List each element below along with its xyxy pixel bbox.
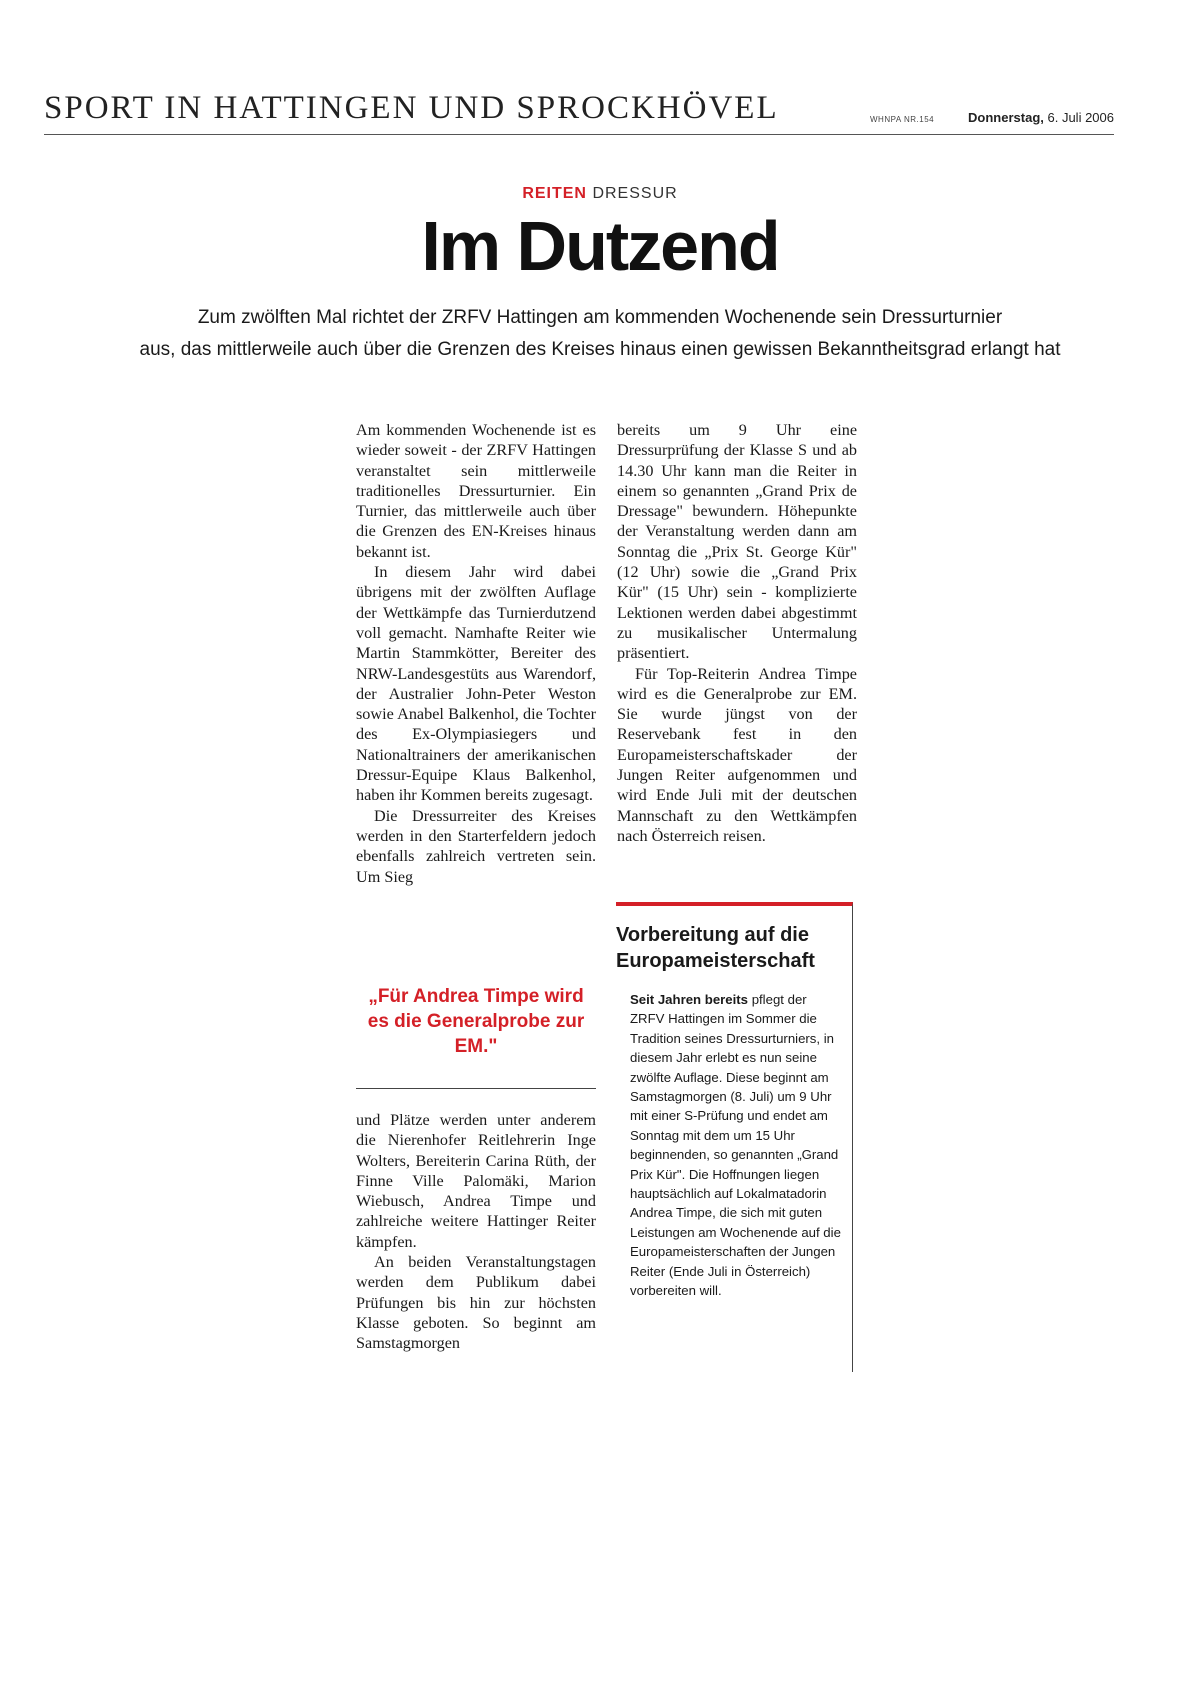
section-title: SPORT IN HATTINGEN UND SPROCKHÖVEL: [44, 90, 779, 126]
body-paragraph: Für Top-Reiterin Andrea Timpe wird es die Generalprobe zur EM. Sie wurde jüngst von der Reservebank fest in den Europameisterschaftskader der Jungen Reiter aufgenommen und wird Ende Juli mit der deutschen Mannschaft zu den Wettkämpfen nach Österreich reisen.: [617, 664, 857, 845]
body-column-1: [356, 420, 596, 887]
publication-date: [968, 110, 1114, 125]
kicker-discipline: DRESSUR: [592, 185, 678, 202]
deck-line-2: aus, das mittlerweile auch über die Grenzen des Kreises hinaus einen gewissen Bekanntheitsgrad erlangt hat: [139, 339, 1061, 360]
info-box-body: [630, 990, 844, 1301]
deck-line-1: Zum zwölften Mal richtet der ZRFV Hattingen am kommenden Wochenende sein Dressurturnier: [197, 307, 1003, 328]
kicker-sport: REITEN: [522, 185, 587, 202]
article-headline: Im Dutzend: [421, 207, 779, 285]
issue-number: WHNPA NR.154: [870, 115, 935, 124]
pull-quote-divider: [356, 1088, 596, 1089]
body-paragraph: In diesem Jahr wird dabei übrigens mit der zwölften Auflage der Wettkämpfe das Turnierdutzend voll gemacht. Namhafte Reiter wie Martin Stammkötter, Bereiter des NRW-Landesgestüts aus Warendorf, der Australier John-Peter Weston sowie Anabel Balkenhol, die Tochter des Ex-Olympiasiegers und Nationaltrainers der amerikanischen Dressur-Equipe Klaus Balkenhol, haben ihr Kommen bereits zugesagt.: [356, 563, 596, 805]
masthead: [44, 90, 1114, 135]
pull-quote: „Für Andrea Timpe wird es die Generalprobe zur EM.": [367, 986, 585, 1057]
body-column-2: [617, 420, 857, 846]
article-kicker: [0, 185, 1200, 203]
info-box-title: Vorbereitung auf die Europameisterschaft: [616, 924, 815, 972]
date-weekday: Donnerstag,: [968, 110, 1044, 125]
info-box-text: pflegt der ZRFV Hattingen im Sommer die Tradition seines Dressurturniers, in diesem Jahr erlebt es nun seine zwölfte Auflage. Diese beginnt am Samstagmorgen (8. Juli) um 9 Uhr mit einer S-Prüfung und endet am Sonntag mit dem um 15 Uhr beginnenden, so genannten „Grand Prix Kür". Die Hoffnungen liegen hauptsächlich auf Lokalmatadorin Andrea Timpe, die sich mit guten Leistungen am Wochenende auf die Europameisterschaften der Jungen Reiter (Ende Juli in Österreich) vorbereiten will.: [630, 992, 841, 1299]
body-paragraph: Die Dressurreiter des Kreises werden in den Starterfeldern jedoch ebenfalls zahlreich vertreten sein. Um Sieg: [356, 806, 596, 886]
body-paragraph: und Plätze werden unter anderem die Nierenhofer Reitlehrerin Inge Wolters, Bereiterin Carina Rüth, der Finne Ville Palomäki, Marion Wiebusch, Andrea Timpe und zahlreiche weitere Hattinger Reiter kämpfen.: [356, 1111, 596, 1251]
body-paragraph: bereits um 9 Uhr eine Dressurprüfung der Klasse S und ab 14.30 Uhr kann man die Reiter in einem so genannten „Grand Prix de Dressage" bewundern. Höhepunkte der Veranstaltung werden dann am Sonntag die „Prix St. George Kür" (12 Uhr) sowie die „Grand Prix Kür" (15 Uhr) sein - komplizierte Lektionen werden dabei abgestimmt zu musikalischer Untermalung präsentiert.: [617, 421, 857, 663]
article-deck: [70, 302, 1130, 366]
body-paragraph: An beiden Veranstaltungstagen werden dem Publikum dabei Prüfungen bis hin zur höchsten Klasse geboten. So beginnt am Samstagmorgen: [356, 1253, 596, 1353]
date-value: 6. Juli 2006: [1047, 110, 1114, 125]
info-box-lead: Seit Jahren bereits: [630, 992, 749, 1007]
info-box: [616, 902, 853, 1372]
body-column-1-continued: [356, 1110, 596, 1354]
body-paragraph: Am kommenden Wochenende ist es wieder soweit - der ZRFV Hattingen veranstaltet sein mittlerweile traditionelles Dressurturnier. Ein Turnier, das mittlerweile auch über die Grenzen des EN-Kreises hinaus bekannt ist.: [356, 421, 596, 561]
